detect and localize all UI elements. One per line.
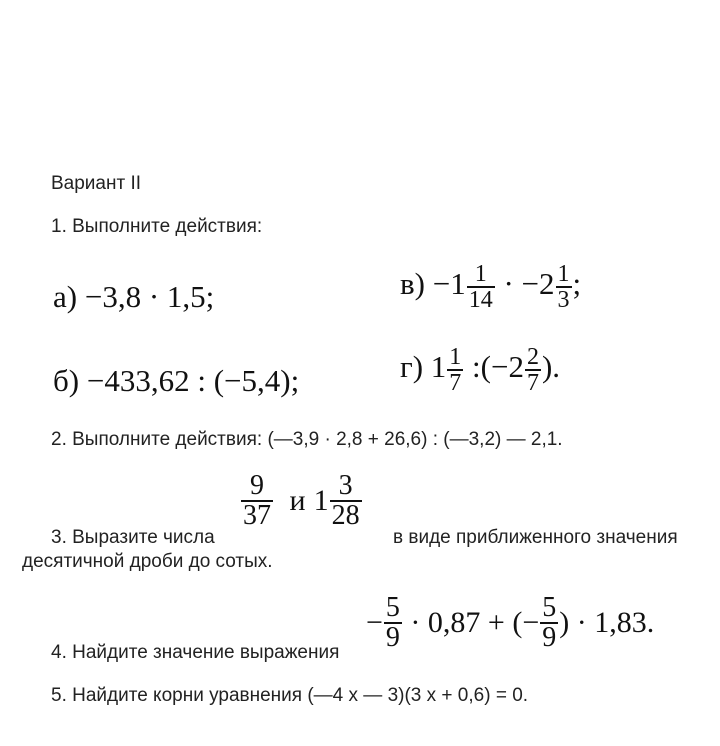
task1-item-g [400,345,560,395]
task1-v-whole1: 1 [450,266,466,302]
task1-item-a [53,279,214,315]
task4-expression [366,594,654,652]
task4-middle: · 0,87 + ( [410,606,523,639]
task1-v-label: в) [400,266,425,302]
task1-v-dot: · [503,266,514,302]
task1-v-minus: − [432,266,451,302]
task3-and: и [289,484,306,517]
task1-g-colon: : [472,349,481,385]
task2-text: 2. Выполните действия: (—3,9 · 2,8 + 26,6) : (—3,2) — 2,1. [51,429,563,450]
task4-minus1: − [366,606,383,639]
task1-v-end: ; [572,266,582,302]
task1-g-label: г) [400,349,424,385]
task4-fraction-1: $\frac{5}{9}$ [385,592,400,653]
task1-v-fraction-1: $\frac{1}{14}$ [468,261,493,313]
task1-g-close-paren: ). [541,349,561,385]
task1-b-label: б) [53,363,80,398]
task1-title: 1. Выполните действия: [51,216,263,237]
task3-whole: 1 [313,484,329,517]
variant-title: Вариант II [51,173,142,194]
task1-g-minus: − [491,349,509,385]
task1-g-whole1: 1 [430,349,447,385]
task1-item-b [53,363,299,399]
task1-v-whole2: 2 [539,266,555,302]
task1-g-open-paren: ( [480,349,491,385]
task3-text-line2: десятичной дроби до сотых. [22,551,273,572]
task3-fraction-2: $\frac{3}{28}$ [331,470,360,531]
task4-minus2: − [522,606,540,639]
task3-text-end: в виде приближенного значения [393,527,678,548]
task3-numbers [240,472,363,530]
task4-fraction-2: $\frac{5}{9}$ [542,592,557,653]
task4-text: 4. Найдите значение выражения [51,642,340,663]
task1-a-label: а) [53,279,78,314]
task3-fraction-1: $\frac{9}{37}$ [243,470,271,531]
task1-v-minus2: − [521,266,540,302]
task1-g-fraction-1: $\frac{1}{7}$ [449,344,462,396]
task5-text: 5. Найдите корни уравнения (—4 x — 3)(3 x + 0,6) = 0. [51,685,529,706]
task1-v-fraction-2: $\frac{1}{3}$ [557,261,570,313]
task3-text-start: 3. Выразите числа [51,527,215,548]
task1-g-whole2: 2 [508,349,524,385]
task1-b-expression: −433,62 : (−5,4); [86,363,300,398]
task1-item-v [400,262,581,312]
task1-g-fraction-2: $\frac{2}{7}$ [526,344,539,396]
task4-end: ) · 1,83. [559,606,655,639]
task1-a-expression: −3,8 · 1,5; [84,279,215,314]
